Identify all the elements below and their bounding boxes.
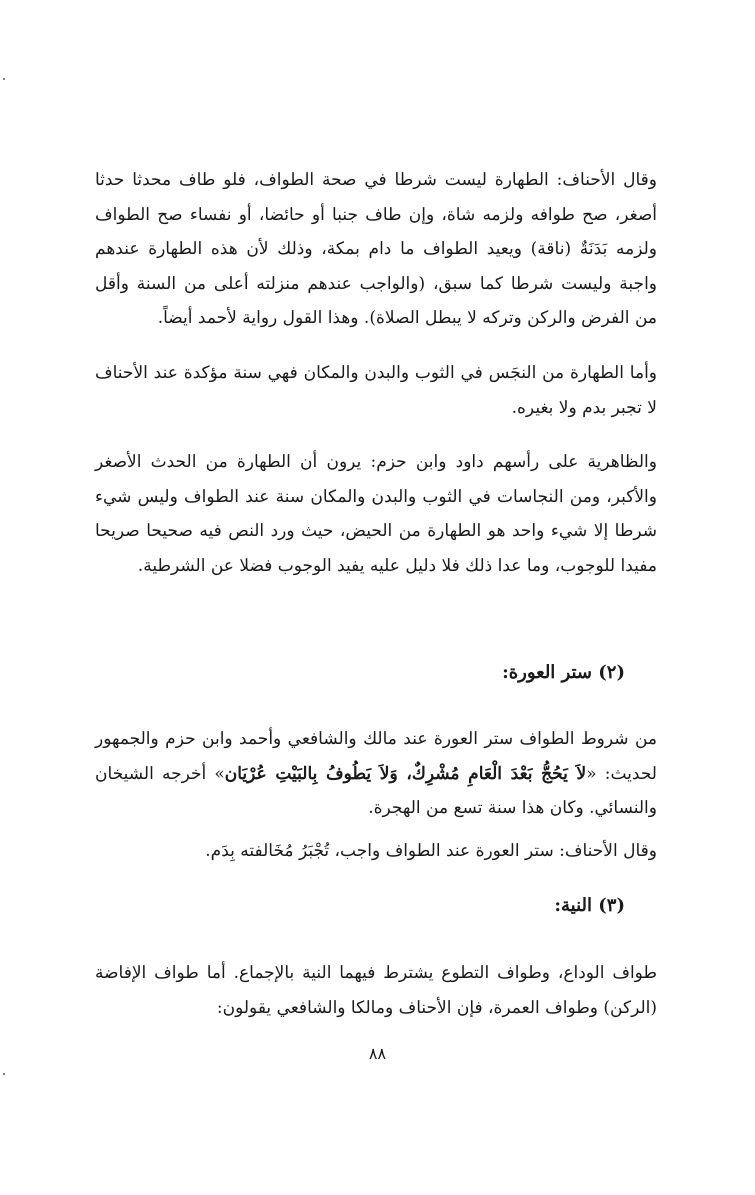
- paragraph-najas: وأما الطهارة من النجَس في الثوب والبدن والمكان فهي سنة مؤكدة عند الأحناف لا تجبر بدم ولا بغيره.: [95, 363, 657, 418]
- paragraph-shurut-satr: [95, 722, 657, 826]
- hadith-quote: لاَ يَحُجُّ بَعْدَ الْعَامِ مُشْرِكٌ، وَلاَ يَطُوفُ بِالبَيْتِ عُرْيَان: [224, 763, 587, 784]
- page-number: ٨٨: [368, 1044, 387, 1063]
- margin-mark: [3, 78, 5, 80]
- section-heading-niyya: (٣) النية:: [554, 895, 625, 916]
- paragraph-zahiriya: والظاهرية على رأسهم داود وابن حزم: يرون أن الطهارة من الحدث الأصغر والأكبر، ومن النجاسات في الثوب والبدن والمكان سنة عند الطواف وليس شيء شرطا إلا شيء واحد هو الطهارة من الحيض، حيث ورد النص فيه صحيحا صريحا مفيدا للوجوب، وما عدا ذلك فلا دليل عليه يفيد الوجوب فضلا عن الشرطية.: [95, 452, 657, 576]
- paragraph-ahnaf-satr: وقال الأحناف: ستر العورة عند الطواف واجب، تُجْبَرُ مُخَالفته بِدَم.: [205, 841, 657, 861]
- paragraph-niyya: طواف الوداع، وطواف التطوع يشترط فيهما النية بالإجماع. أما طواف الإفاضة (الركن) وطواف العمرة، فإن الأحناف ومالكا والشافعي يقولون:: [95, 963, 657, 1018]
- paragraph-ahnaf-tahara: وقال الأحناف: الطهارة ليست شرطا في صحة الطواف، فلو طاف محدثا حدثا أصغر، صح طوافه ولزمه شاة، وإن طاف جنبا أو حائضا، أو نفساء صح الطواف ولزمه بَدَنَةٌ (ناقة) ويعيد الطواف ما دام بمكة، وذلك لأن هذه الطهارة عندهم واجبة وليست شرطا كما سبق، (والواجب عندهم منزلته أعلى من السنة وأقل من الفرض والركن وتركه لا يبطل الصلاة). وهذا القول رواية لأحمد أيضاً.: [95, 170, 657, 328]
- margin-mark: [3, 1073, 5, 1075]
- paragraph-text-after-hadith: » أخرجه الشيخان والنسائي. وكان هذا سنة تسع من الهجرة.: [95, 763, 657, 818]
- paragraph-text-before-hadith: من شروط الطواف ستر العورة عند مالك والشافعي وأحمد وابن حزم والجمهور لحديث: «: [95, 729, 657, 784]
- section-heading-satr-al-awra: (٢) ستر العورة:: [502, 662, 625, 683]
